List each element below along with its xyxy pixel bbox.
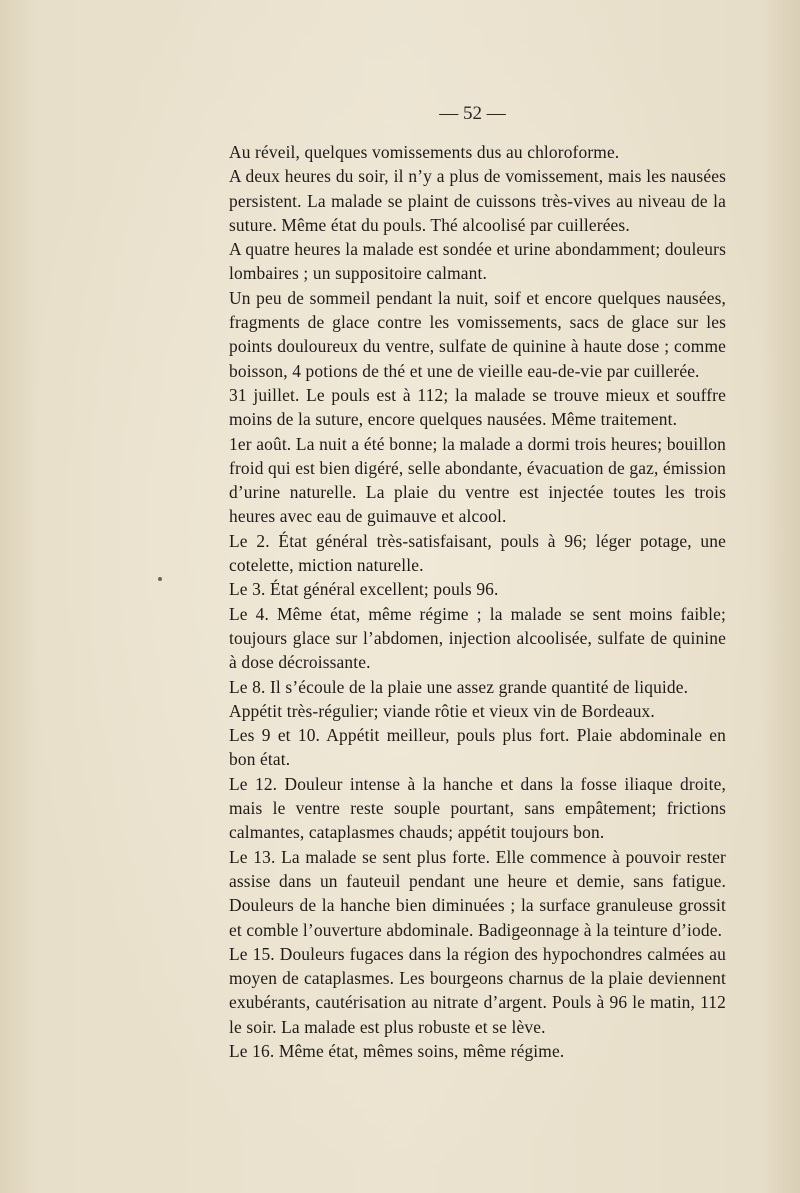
paragraph: Le 13. La malade se sent plus forte. Elle commence à pouvoir rester assise dans un fauteuil pendant une heure et demie, sans fatigue. Douleurs de la hanche bien diminuées ; la surface granuleuse grossit et comble l’ouverture abdominale. Badigeonnage à la teinture d’iode. <box>229 846 726 940</box>
page-number: — 52 — <box>439 103 506 124</box>
paper-speck <box>158 577 162 581</box>
paragraph: 1er août. La nuit a été bonne; la malade a dormi trois heures; bouillon froid qui est bien digéré, selle abondante, évacuation de gaz, émission d’urine naturelle. La plaie du ventre est injectée toutes les trois heures avec eau de guimauve et alcool. <box>229 433 726 527</box>
paragraph: Le 3. État général excellent; pouls 96. <box>229 579 499 600</box>
paragraph: Appétit très-régulier; viande rôtie et vieux vin de Bordeaux. <box>229 700 655 721</box>
paragraph: 31 juillet. Le pouls est à 112; la malade se trouve mieux et souffre moins de la suture, encore quelques nausées. Même traitement. <box>229 384 726 430</box>
paragraph: Le 16. Même état, mêmes soins, même régime. <box>229 1040 565 1061</box>
paragraph: A quatre heures la malade est sondée et urine abondamment; douleurs lombaires ; un suppositoire calmant. <box>229 239 726 284</box>
paragraph: Le 2. État général très-satisfaisant, pouls à 96; léger potage, une cotelette, miction naturelle. <box>229 530 726 576</box>
paragraph: Le 15. Douleurs fugaces dans la région des hypochondres calmées au moyen de cataplasmes. Les bourgeons charnus de la plaie deviennent exubérants, cautérisation au nitrate d’argent. Pouls à 96 le matin, 112 le soir. La malade est plus robuste et se lève. <box>229 943 726 1037</box>
paragraph: Le 12. Douleur intense à la hanche et dans la fosse iliaque droite, mais le ventre reste souple pourtant, sans empâtement; frictions calmantes, cataplasmes chauds; appétit toujours bon. <box>229 773 726 843</box>
paragraph: Le 4. Même état, même régime ; la malade se sent moins faible; toujours glace sur l’abdomen, injection alcoolisée, sulfate de quinine à dose décroissante. <box>229 603 726 673</box>
paragraph: Les 9 et 10. Appétit meilleur, pouls plus fort. Plaie abdominale en bon état. <box>229 725 726 770</box>
paragraph: A deux heures du soir, il n’y a plus de vomissement, mais les nausées persistent. La malade se plaint de cuissons très-vives au niveau de la suture. Même état du pouls. Thé alcoolisé par cuillerées. <box>229 166 726 235</box>
body-text <box>229 140 726 1063</box>
paragraph: Un peu de sommeil pendant la nuit, soif et encore quelques nausées, fragments de glace contre les vomissements, sacs de glace sur les points douloureux du ventre, sulfate de quinine à haute dose ; comme boisson, 4 potions de thé et une de vieille eau-de-vie par cuillerée. <box>229 287 726 381</box>
paragraph: Le 8. Il s’écoule de la plaie une assez grande quantité de liquide. <box>229 676 689 697</box>
paragraph: Au réveil, quelques vomissements dus au chloroforme. <box>229 142 620 162</box>
